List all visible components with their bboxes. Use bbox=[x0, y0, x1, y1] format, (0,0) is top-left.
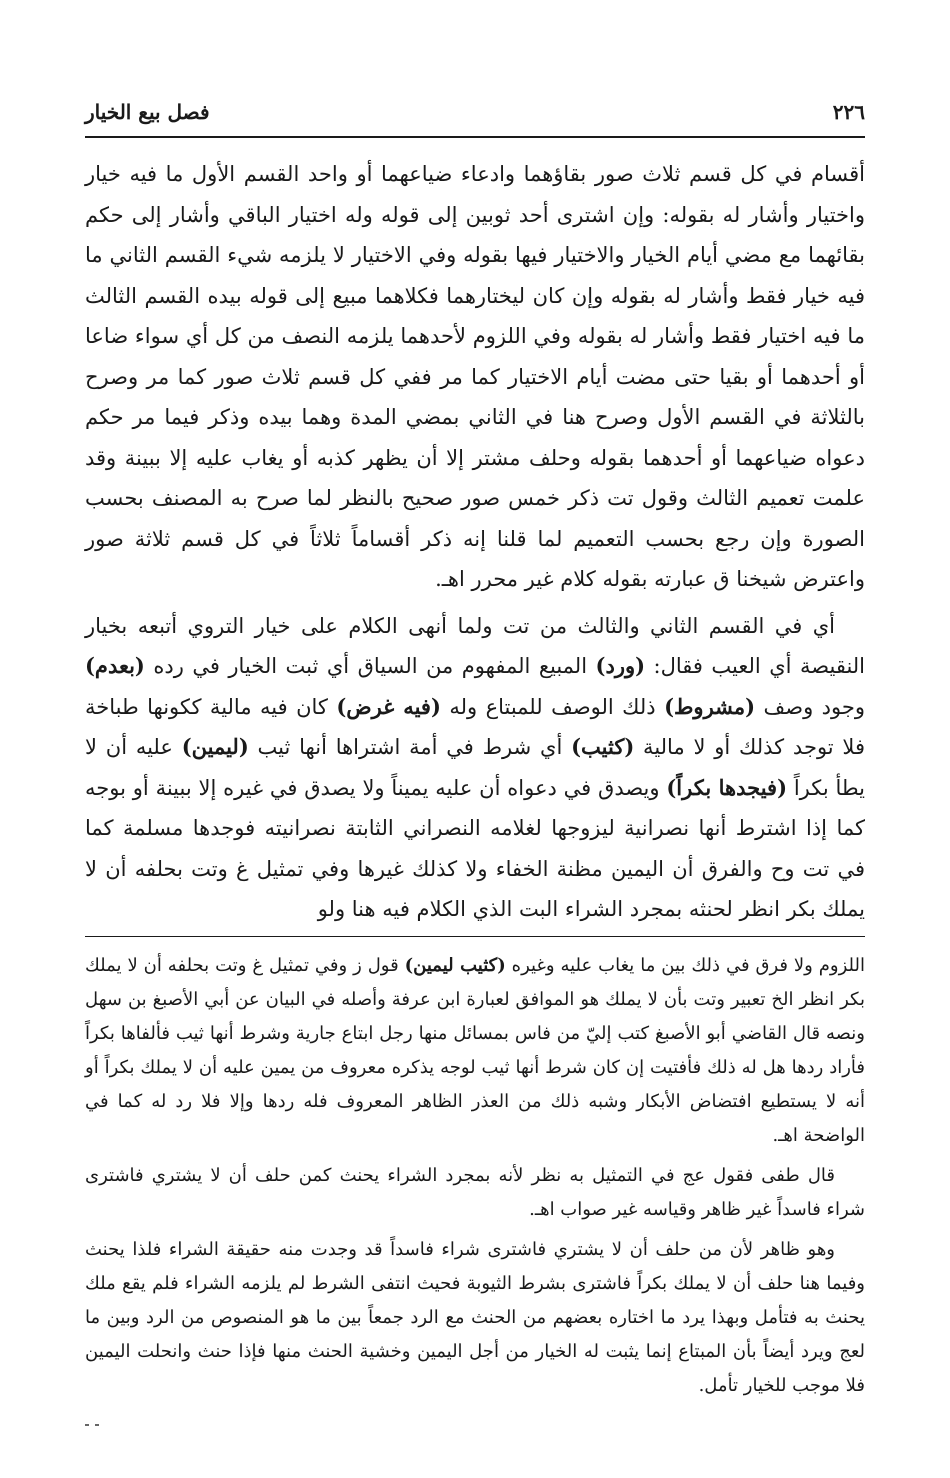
speck bbox=[85, 1424, 89, 1426]
text-run: عليه أن لا يطأ بكراً bbox=[85, 735, 865, 800]
matn-quote: (ليمين) bbox=[181, 734, 249, 759]
matn-quote: (كثيب ليمين) bbox=[404, 954, 506, 976]
main-paragraph-1: أقسام في كل قسم ثلاث صور بقاؤهما وادعاء ضياعهما أو واحد القسم الأول ما فيه خيار واختيار وأشار له بقوله: وإن اشترى أحد ثوبين إلى قوله وله اختيار الباقي وأشار إلى حكم بقائهما مع مضي أيام الخيار والاختيار فيها بقوله وفي الاختيار لا يلزمه شيء القسم الثاني ما فيه خيار فقط وأشار له بقوله وإن كان ليختارهما فكلاهما مبيع إلى قوله بيده القسم الثالث ما فيه اختيار فقط وأشار له بقوله وفي اللزوم لأحدهما يلزمه النصف من كل أي سواء ضاعا أو أحدهما أو بقيا حتى مضت أيام الاختيار كما مر ففي كل قسم ثلاث صور كما مر وصرح بالثلاثة في القسم الأول وصرح هنا في الثاني بمضي المدة وهما بيده وذكر فيما مر حكم دعواه ضياعهما أو أحدهما بقوله وحلف مشتر إلا أن يظهر كذبه أو يغاب عليه إلا ببينة وقد علمت تعميم الثالث وقول تت ذكر خمس صور صحيح بالنظر لما صرح به المصنف بحسب الصورة وإن رجع بحسب التعميم لما قلنا إنه ذكر أقساماً ثلاثاً في كل قسم ثلاثة صور واعترض شيخنا ق عبارته بقوله كلام غير محرر اهـ. bbox=[85, 162, 865, 591]
text-run: وجود وصف bbox=[755, 694, 866, 719]
page-header bbox=[85, 92, 865, 138]
running-title: فصل بيع الخيار bbox=[85, 100, 210, 124]
text-run: ويصدق في دعواه أن عليه يميناً ولا يصدق في غيره إلا ببينة أو بوجه كما إذا اشترط أنها نصرانية ليزوجها لغلامه النصراني الثابتة نصرانيته فوجدها مسلمة كما في تت وح والفرق أن اليمين مظنة الخفاء ولا كذلك غيرها وفي تمثيل غ وتت بحلفه أن لا يملك بكر انظر لحنثه بمجرد الشراء البت الذي الكلام فيه هنا ولو bbox=[85, 775, 865, 921]
matn-quote: (مشروط) bbox=[664, 693, 756, 719]
matn-quote: (فيجدها بكراً) bbox=[666, 774, 787, 800]
matn-quote: (بعدم) bbox=[85, 653, 145, 678]
text-run: أي في القسم الثاني والثالث من تت ولما أنهى الكلام على خيار التروي أتبعه بخيار النقيصة أي العيب فقال: bbox=[85, 613, 866, 678]
footnote-divider bbox=[85, 936, 865, 937]
main-paragraph-2 bbox=[85, 606, 865, 930]
text-run: أي شرط في أمة اشتراها أنها ثيب bbox=[248, 735, 572, 759]
text-run: ذلك الوصف للمبتاع وله bbox=[440, 694, 665, 719]
matn-quote: (ورد) bbox=[595, 653, 646, 678]
book-page bbox=[85, 92, 865, 1409]
footnote-paragraph-1 bbox=[85, 949, 865, 1153]
footnote-paragraph-2: قال طفى فقول عج في التمثيل به نظر لأنه بمجرد الشراء يحنث كمن حلف أن لا يشتري فاشترى شراء فاسداً غير ظاهر وقياسه غير صواب اهـ. bbox=[85, 1164, 865, 1220]
scan-specks bbox=[85, 1424, 115, 1428]
speck bbox=[95, 1424, 99, 1426]
text-run: كان فيه مالية ككونها طباخة فلا توجد كذلك أو لا مالية bbox=[85, 694, 865, 759]
matn-quote: (فيه غرض) bbox=[336, 693, 441, 719]
page-number: ٢٢٦ bbox=[832, 100, 865, 124]
text-run: قول ز وفي تمثيل غ وتت بحلفه أن لا يملك بكر انظر الخ تعبير وتت بأن لا يملك هو الموافق لعبارة ابن عرفة وأصله في البيان عن أبي الأصبغ بن سهل ونصه قال القاضي أبو الأصبغ كتب إليّ من فاس بمسائل منها رجل ابتاع جارية وشرط أنها ثيب فألفاها بكراً فأراد ردها هل له ذلك فأفتيت إن كان شرط أنها ثيب لوجه يذكره معروف من يمين عليه أن لا يملك بكراً أو أنه لا يستطيع افتضاض الأبكار وشبه ذلك من العذر الظاهر المعروف فله ردها وإلا فلا رد له كما في الواضحة اهـ. bbox=[85, 954, 865, 1146]
main-text bbox=[85, 154, 865, 930]
footnote-paragraph-3: وهو ظاهر لأن من حلف أن لا يشتري فاشترى شراء فاسداً قد وجدت منه حقيقة الشراء فلذا يحنث وفيما هنا حلف أن لا يملك بكراً فاشترى بشرط الثيوبة فحيث انتفى الشرط لم يلزمه الشراء فلم يقع ملك يحنث به فتأمل وبهذا يرد ما اختاره بعضهم من الحنث مع الرد جمعاً بين ما هو المنصوص من الرد وبين ما لعج ويرد أيضاً بأن المبتاع إنما يثبت له الخيار من أجل اليمين وخشية الحنث منها فإذا حنث وانحلت اليمين فلا موجب للخيار تأمل. bbox=[85, 1238, 865, 1396]
text-run: المبيع المفهوم من السياق أي ثبت الخيار في رده bbox=[144, 654, 596, 678]
matn-quote: (كثيب) bbox=[571, 734, 635, 759]
footnotes bbox=[85, 949, 865, 1403]
text-run: اللزوم ولا فرق في ذلك بين ما يغاب عليه وغيره bbox=[505, 954, 865, 976]
